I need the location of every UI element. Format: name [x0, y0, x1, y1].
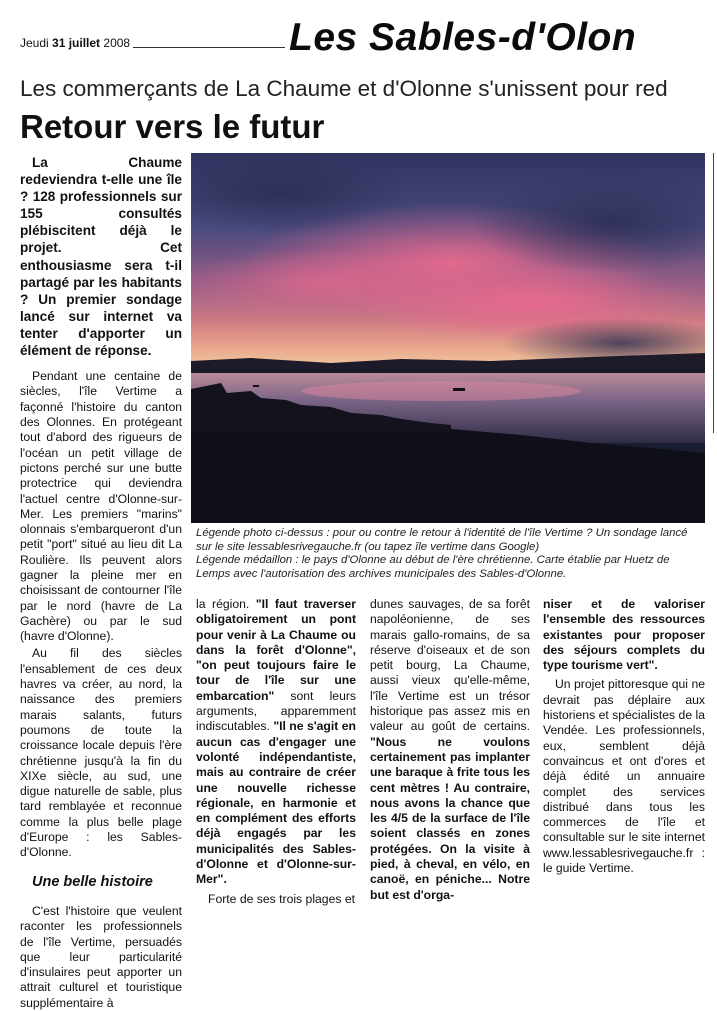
sunset-photo: [191, 153, 705, 523]
photo-caption: [196, 527, 706, 581]
date-year: 2008: [103, 36, 131, 50]
article-kicker: Les commerçants de La Chaume et d'Olonne s'unissent pour red: [20, 76, 668, 101]
col2-start: la région.: [196, 597, 250, 611]
article-headline: Retour vers le futur: [20, 108, 325, 145]
article-column-4: [543, 597, 705, 876]
col2-quote-2: "Il ne s'agit en aucun cas d'engager une volonté indépendantiste, mais au contraire de créer une nouvelle richesse régionale, en harmonie et en complément des efforts déjà engagés par les municipalités des Sables-d'Olonne et d'Olonne-sur-Mer".: [196, 719, 356, 887]
caption-medallion: Légende médaillon : le pays d'Olonne au début de l'ère chrétienne. Carte établie par Huetz de Lemps avec l'autorisation des archives municipales des Sables-d'Olonne.: [196, 554, 670, 580]
col4-quote: niser et de valoriser l'ensemble des ressources existantes pour proposer des séjours complets du type tourisme vert".: [543, 597, 705, 673]
date-day-month: 31 juillet: [52, 36, 101, 50]
col1-paragraph-3: C'est l'histoire que veulent raconter les professionnels de l'île Vertime, persuadés que leur particularité d'insulaires peut apporter un attrait culturel et touristique supplémentaire à: [20, 903, 182, 1010]
subhead: Une belle histoire: [32, 873, 153, 890]
col2-quote-1: "Il faut traverser obligatoirement un pont pour venir à La Chaume ou dans la forêt d'Olonne", "on peut toujours faire le tour de l'île sur une embarcation": [196, 597, 356, 703]
col4-paragraph-2: Un projet pittoresque qui ne devrait pas déplaire aux historiens et spécialistes de la Vendée. Les professionnels, eux, semblent déjà convaincus et ont d'ores et déjà édité un annuaire complet des services distribué dans tous les commerces de l'île et consultable sur le site internet www.lessablesrivegauche.fr : le guide Vertime.: [543, 677, 705, 876]
col1-paragraph-1: Pendant une centaine de siècles, l'île Vertime a façonné l'histoire du canton des Olonnes. En protégeant tout d'abord des rigueurs de l'océan un petit village de pictons perché sur une butte protectrice qui deviendra l'actuel centre d'Olonne-sur-Mer. Les premiers "marins" olonnais s'embarqueront d'un petit "port" situé au lieu dit La Roulière. Ils peuvent alors gagner la pleine mer en choisissant de contourner l'île par le nord (havre de La Gachère) ou par le sud (havre d'Olonne).: [20, 369, 182, 644]
article-column-3: [370, 597, 530, 903]
col3-quote: "Nous ne voulons certainement pas implanter une baraque à frite tous les cent mètres ! Au contraire, nous avons la chance que les 4/5 de la surface de l'île soient classés en zones protégées. On la visite à pied, à cheval, en vélo, en canoë, en péniche... Notre but est d'orga-: [370, 734, 530, 902]
article-column-2: [196, 597, 356, 907]
date-day: Jeudi: [20, 36, 49, 50]
dateline-rule: [133, 47, 285, 48]
page-edge-rule: [713, 153, 714, 433]
dateline: [20, 36, 130, 50]
col2-paragraph-2: Forte de ses trois plages et: [208, 891, 355, 906]
col3-start: dunes sauvages, de sa forêt napoléonienne, de ses marais gallo-romains, de sa réserve d'oiseaux et de son petit bourg, La Chaume, aussi vieux qu'elle-même, l'île Vertime est un trésor historique pas assez mis en valeur au goût de certains.: [370, 597, 530, 734]
article-lead: La Chaume redeviendra t-elle une île ? 128 professionnels sur 155 consultés plébiscitent déjà le projet. Cet enthousiasme sera t-il partagé par les habitants ? Un premier sondage lancé sur internet va tenter d'apporter un élément de réponse.: [20, 155, 182, 359]
article-column-1: [20, 154, 182, 1011]
caption-photo: Légende photo ci-dessus : pour ou contre le retour à l'identité de l'île Vertime ? Un sondage lancé sur le site lessablesrivegauche.fr (ou tapez île vertime dans Google): [196, 527, 688, 553]
section-masthead: Les Sables-d'Olon: [289, 16, 637, 59]
col2-mid: sont leurs arguments, apparemment indiscutables.: [196, 688, 357, 734]
col1-paragraph-2: Au fil des siècles l'ensablement de ces deux havres va créer, au nord, la naissance des premiers marais salants, futurs poumons de toute la croissance locale depuis l'ère chrétienne jusqu'à la fin du XIXe siècle, au sud, une digue naturelle de sable, plus tard remblayée et reconnue comme la plus belle plage d'Europe : les Sables-d'Olonne.: [20, 646, 182, 860]
